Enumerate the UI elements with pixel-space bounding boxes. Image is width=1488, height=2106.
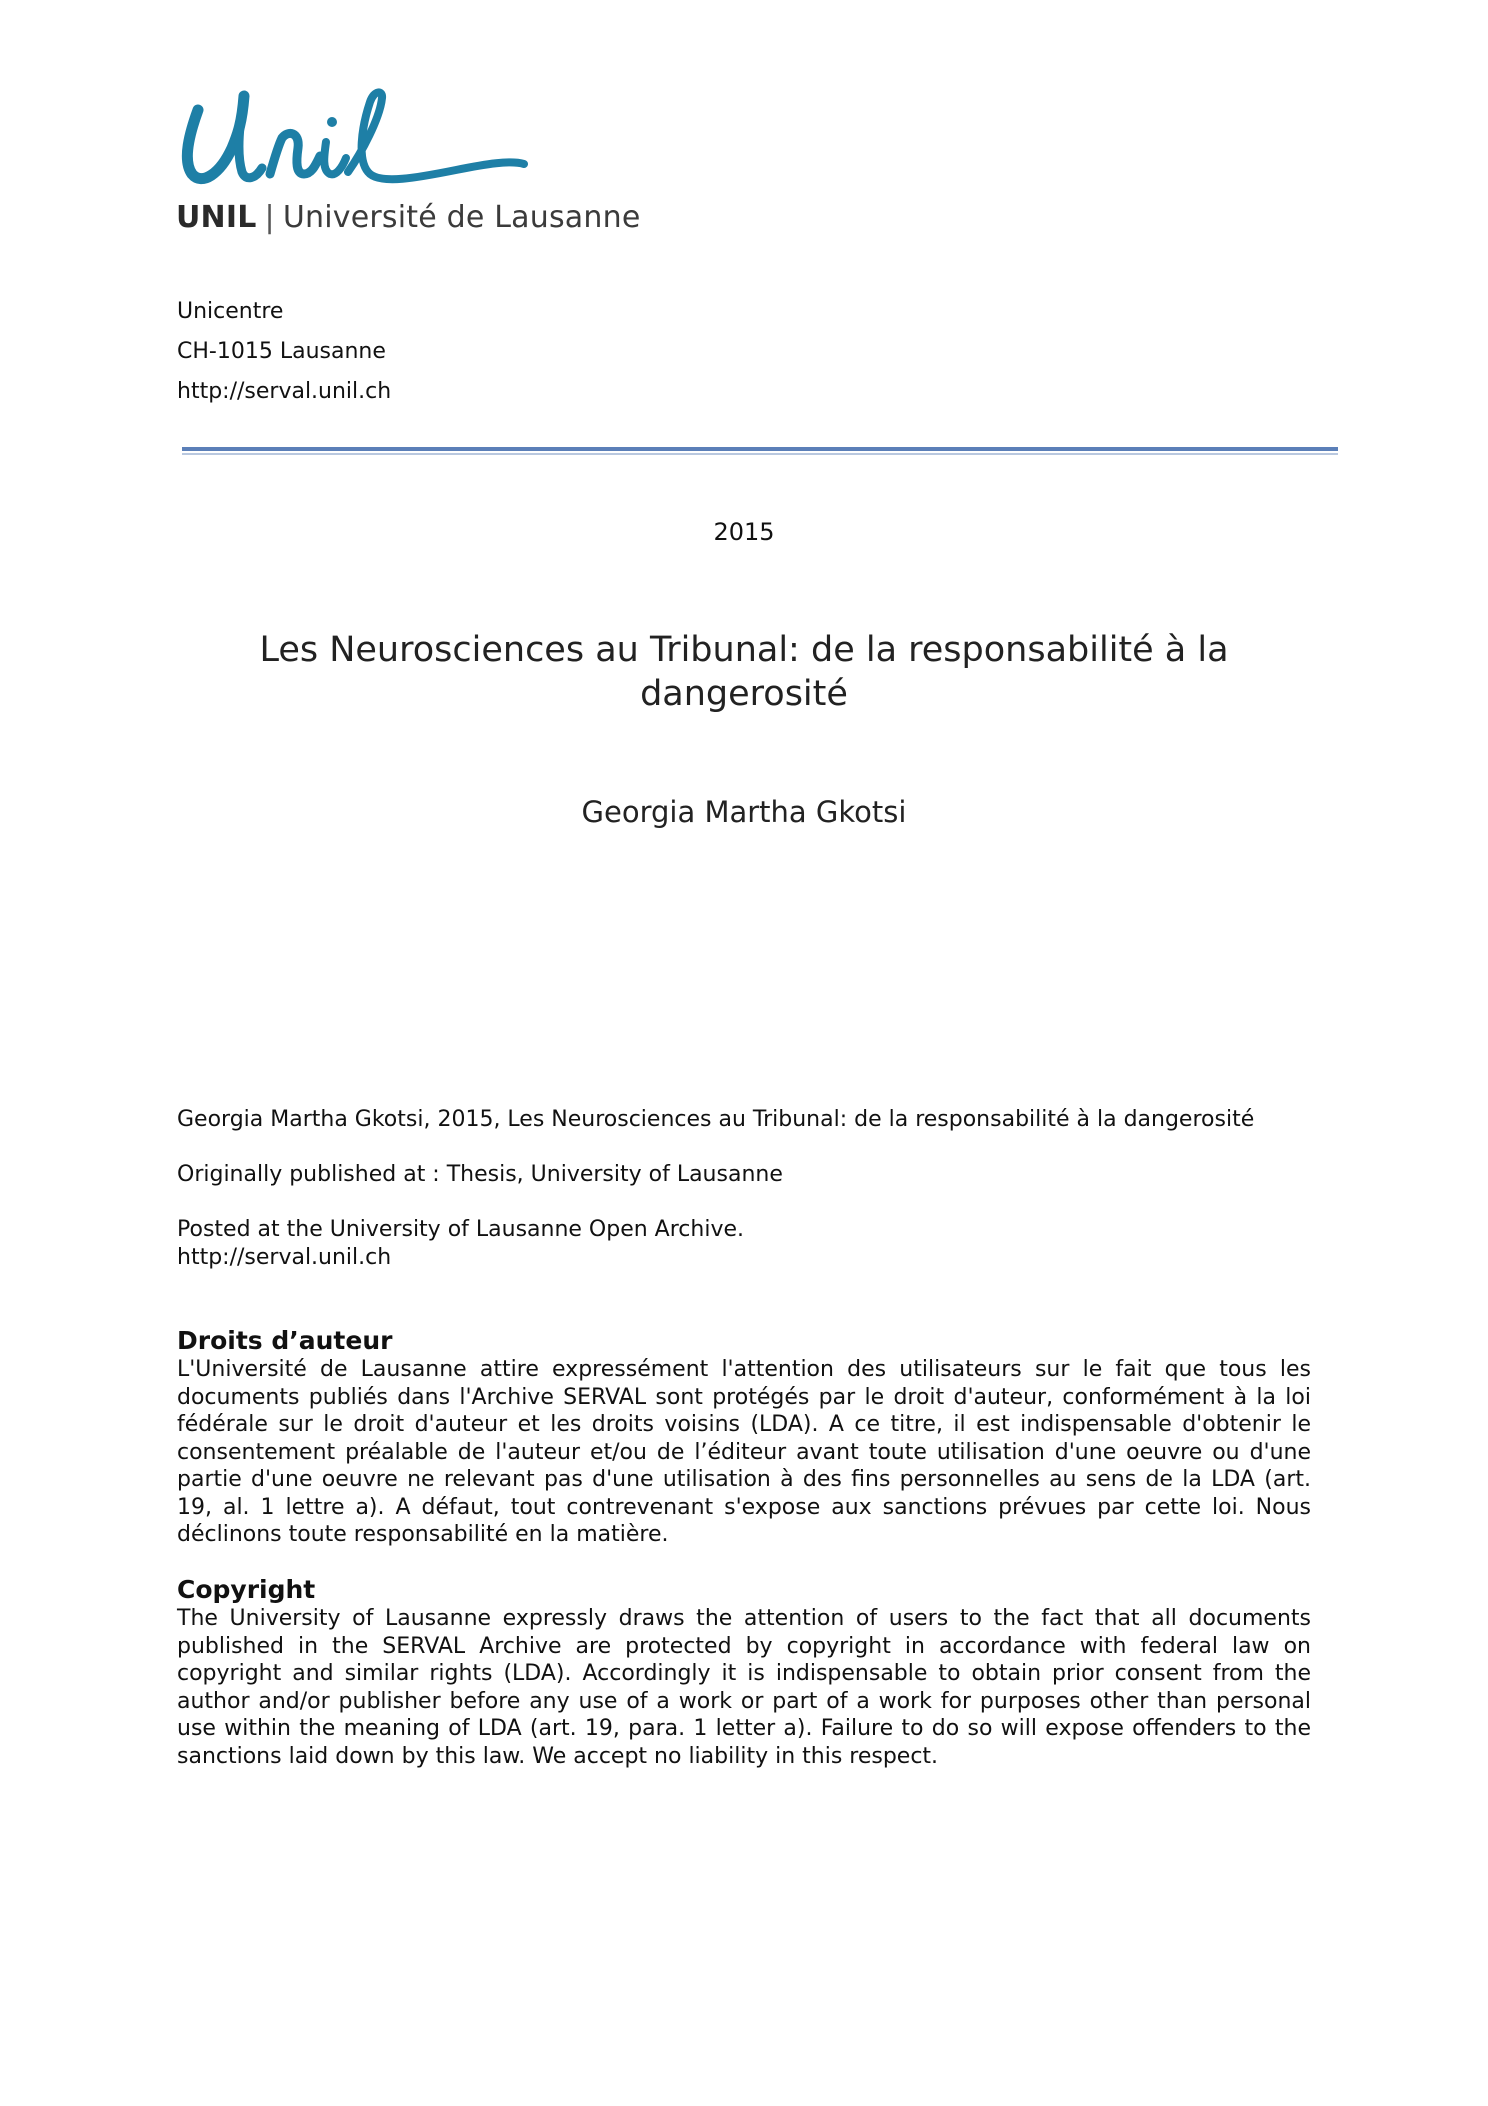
document-author: Georgia Martha Gkotsi bbox=[581, 795, 907, 829]
address-line: CH-1015 Lausanne bbox=[177, 339, 386, 364]
citation-posted-text: Posted at the University of Lausanne Open Archive. bbox=[177, 1217, 744, 1242]
address-block bbox=[177, 292, 391, 412]
document-title: Les Neurosciences au Tribunal: de la responsabilité à la dangerosité bbox=[259, 630, 1229, 714]
copyright-section bbox=[177, 1575, 1311, 1770]
address-url: http://serval.unil.ch bbox=[177, 379, 392, 404]
divider-thin-line bbox=[182, 453, 1338, 455]
citation-posted bbox=[177, 1216, 1327, 1272]
copyright-body: The University of Lausanne expressly draws the attention of users to the fact that all documents published in the SERVAL Archive are protected by copyright in accordance with federal law on copyright and similar rights (LDA). Accordingly it is indispensable to obtain prior consent from the author and/or publisher before any use of a work or part of a work for purposes other than personal use within the meaning of LDA (art. 19, para. 1 letter a). Failure to do so will expose offenders to the sanctions laid down by this law. We accept no liability in this respect. bbox=[177, 1606, 1311, 1769]
wordmark-unil: UNIL bbox=[176, 200, 257, 235]
address-line: Unicentre bbox=[177, 299, 284, 324]
logo-wordmark bbox=[176, 200, 640, 235]
citation-reference: Georgia Martha Gkotsi, 2015, Les Neurosciences au Tribunal: de la responsabilité à la dangerosité bbox=[177, 1107, 1255, 1132]
header-divider bbox=[182, 447, 1338, 455]
document-year: 2015 bbox=[713, 518, 775, 546]
copyright-heading: Copyright bbox=[177, 1575, 316, 1604]
droits-heading: Droits d’auteur bbox=[177, 1326, 393, 1355]
unil-script-logo bbox=[176, 82, 536, 192]
unil-logo bbox=[176, 82, 641, 242]
divider-thick-line bbox=[182, 447, 1338, 451]
droits-section bbox=[177, 1326, 1311, 1549]
citation-published: Originally published at : Thesis, University of Lausanne bbox=[177, 1162, 783, 1187]
citation-posted-url: http://serval.unil.ch bbox=[177, 1245, 392, 1270]
wordmark-university-name: Université de Lausanne bbox=[282, 200, 641, 235]
droits-body: L'Université de Lausanne attire expressément l'attention des utilisateurs sur le fait que tous les documents publiés dans l'Archive SERVAL sont protégés par le droit d'auteur, conformément à la loi fédérale sur le droit d'auteur et les droits voisins (LDA). A ce titre, il est indispensable d'obtenir le consentement préalable de l'auteur et/ou de l’éditeur avant toute utilisation d'une oeuvre ou d'une partie d'une oeuvre ne relevant pas d'une utilisation à des fins personnelles au sens de la LDA (art. 19, al. 1 lettre a). A défaut, tout contrevenant s'expose aux sanctions prévues par cette loi. Nous déclinons toute responsabilité en la matière. bbox=[177, 1357, 1311, 1547]
wordmark-separator: | bbox=[264, 200, 275, 235]
